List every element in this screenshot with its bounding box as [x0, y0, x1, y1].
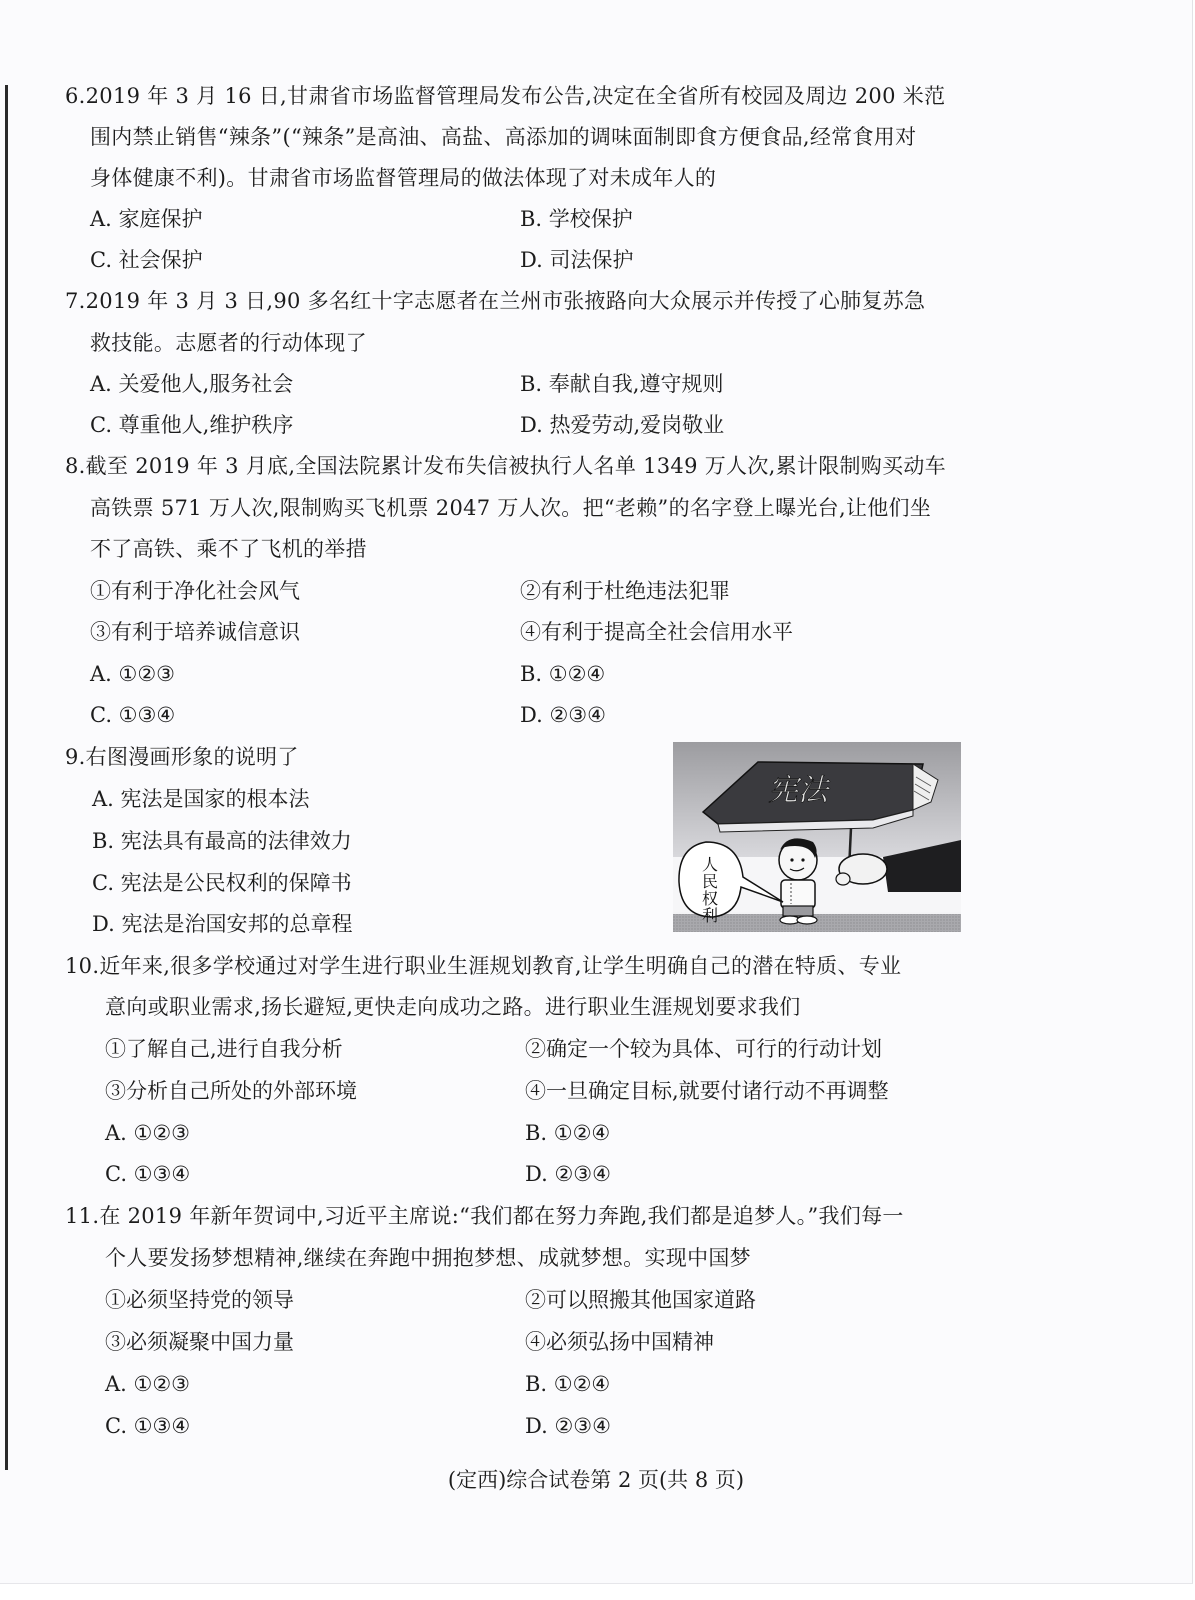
option-d[interactable]: D. ②③④: [525, 1414, 611, 1438]
question-number: 10.: [65, 954, 100, 978]
option-b[interactable]: B. ①②④: [525, 1121, 611, 1145]
option-d[interactable]: D. ②③④: [520, 703, 606, 727]
question-number: 6.: [65, 84, 86, 108]
statement-4: ④一旦确定目标,就要付诸行动不再调整: [525, 1079, 889, 1103]
option-a[interactable]: A. 关爱他人,服务社会: [90, 372, 294, 396]
option-a[interactable]: A. ①②③: [90, 662, 175, 686]
question-text-line: 高铁票 571 万人次,限制购买飞机票 2047 万人次。把“老赖”的名字登上曝光台,让他们坐: [90, 496, 932, 520]
statement-1: ①必须坚持党的领导: [105, 1288, 294, 1312]
option-b[interactable]: B. 学校保护: [520, 207, 633, 231]
statement-2: ②可以照搬其他国家道路: [525, 1288, 756, 1312]
speech-bubble-char-1: 人: [701, 855, 719, 874]
statement-2: ②有利于杜绝违法犯罪: [520, 579, 730, 603]
option-b[interactable]: B. 宪法具有最高的法律效力: [92, 829, 352, 853]
option-b[interactable]: B. 奉献自我,遵守规则: [520, 372, 724, 396]
speech-bubble-char-4: 利: [701, 906, 719, 925]
question-text-line: 身体健康不利)。甘肃省市场监督管理局的做法体现了对未成年人的: [90, 166, 717, 190]
option-a[interactable]: A. 宪法是国家的根本法: [92, 787, 310, 811]
statement-1: ①有利于净化社会风气: [90, 579, 300, 603]
question-text-line: 2019 年 3 月 3 日,90 多名红十字志愿者在兰州市张掖路向大众展示并传授了心肺复苏急: [85, 289, 926, 313]
question-number: 7.: [65, 289, 86, 313]
option-c[interactable]: C. ①③④: [90, 703, 176, 727]
constitution-cartoon: [673, 742, 961, 932]
question-text-line: 在 2019 年新年贺词中,习近平主席说:“我们都在努力奔跑,我们都是追梦人。”我们每一: [99, 1204, 904, 1228]
option-a[interactable]: A. ①②③: [105, 1121, 190, 1145]
statement-3: ③有利于培养诚信意识: [90, 620, 300, 644]
option-c[interactable]: C. 尊重他人,维护秩序: [90, 413, 294, 437]
question-text-line: 意向或职业需求,扬长避短,更快走向成功之路。进行职业生涯规划要求我们: [105, 995, 801, 1019]
page-footer: (定西)综合试卷第 2 页(共 8 页): [447, 1468, 745, 1492]
option-c[interactable]: C. ①③④: [105, 1414, 191, 1438]
question-number: 9.: [65, 745, 86, 769]
statement-1: ①了解自己,进行自我分析: [105, 1037, 343, 1061]
question-number: 11.: [65, 1204, 100, 1228]
binding-margin-line: [5, 85, 8, 1470]
speech-bubble-char-2: 民: [701, 872, 719, 891]
question-number: 8.: [65, 454, 86, 478]
speech-bubble-char-3: 权: [701, 889, 719, 908]
question-text-line: 右图漫画形象的说明了: [85, 745, 299, 769]
option-d[interactable]: D. ②③④: [525, 1162, 611, 1186]
option-a[interactable]: A. 家庭保护: [90, 207, 203, 231]
option-c[interactable]: C. ①③④: [105, 1162, 191, 1186]
option-b[interactable]: B. ①②④: [525, 1372, 611, 1396]
statement-3: ③分析自己所处的外部环境: [105, 1079, 357, 1103]
option-d[interactable]: D. 司法保护: [520, 248, 634, 272]
question-text-line: 围内禁止销售“辣条”(“辣条”是高油、高盐、高添加的调味面制即食方便食品,经常食用对: [90, 125, 917, 149]
option-c[interactable]: C. 社会保护: [90, 248, 203, 272]
question-text-line: 近年来,很多学校通过对学生进行职业生涯规划教育,让学生明确自己的潜在特质、专业: [99, 954, 902, 978]
option-d[interactable]: D. 宪法是治国安邦的总章程: [92, 912, 353, 936]
option-a[interactable]: A. ①②③: [105, 1372, 190, 1396]
statement-3: ③必须凝聚中国力量: [105, 1330, 294, 1354]
question-text-line: 截至 2019 年 3 月底,全国法院累计发布失信被执行人名单 1349 万人次,累计限制购买动车: [85, 454, 946, 478]
statement-2: ②确定一个较为具体、可行的行动计划: [525, 1037, 882, 1061]
statement-4: ④必须弘扬中国精神: [525, 1330, 714, 1354]
option-b[interactable]: B. ①②④: [520, 662, 606, 686]
question-text-line: 救技能。志愿者的行动体现了: [90, 331, 367, 355]
question-text-line: 不了高铁、乘不了飞机的举措: [90, 537, 367, 561]
book-title: 宪法: [768, 773, 828, 808]
option-c[interactable]: C. 宪法是公民权利的保障书: [92, 871, 352, 895]
cartoon-illustration: [673, 742, 961, 932]
option-d[interactable]: D. 热爱劳动,爱岗敬业: [520, 413, 725, 437]
question-text-line: 2019 年 3 月 16 日,甘肃省市场监督管理局发布公告,决定在全省所有校园及周边 200 米范: [85, 84, 946, 108]
statement-4: ④有利于提高全社会信用水平: [520, 620, 793, 644]
question-text-line: 个人要发扬梦想精神,继续在奔跑中拥抱梦想、成就梦想。实现中国梦: [105, 1246, 751, 1270]
